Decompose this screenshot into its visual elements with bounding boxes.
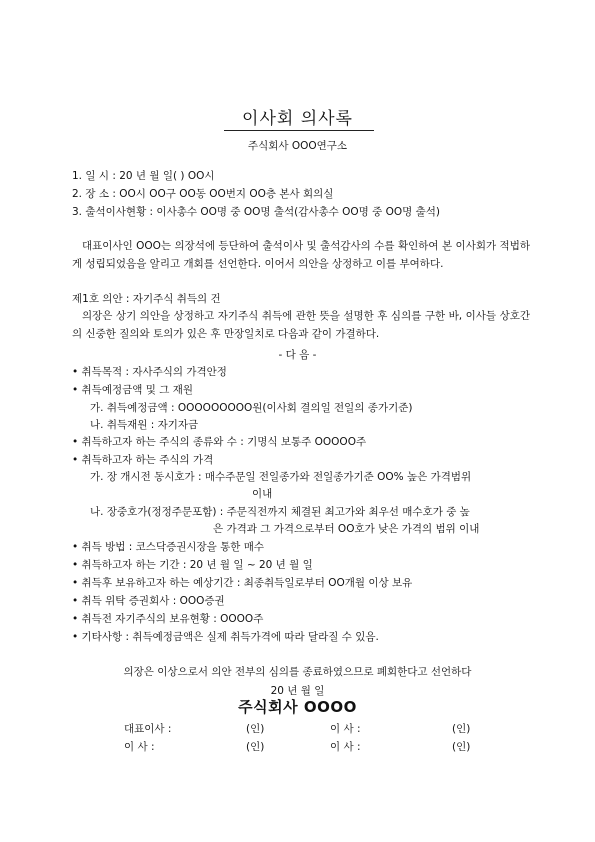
- signature-role: 이 사 :: [124, 741, 155, 753]
- list-item: • 취득예정금액 및 그 재원: [72, 384, 193, 396]
- meta-date: 1. 일 시 : 20 년 월 일( ) OO시: [72, 170, 215, 182]
- seal-mark: (인): [246, 723, 265, 735]
- seal-mark: (인): [452, 741, 471, 753]
- agenda-title: 제1호 의안 : 자기주식 취득의 건: [72, 293, 221, 305]
- meta-place: 2. 장 소 : OO시 OO구 OO동 OO번지 OO층 본사 회의실: [72, 188, 334, 200]
- signature-company: 주식회사 OOOO: [238, 698, 357, 716]
- document-title: 이사회 의사록: [242, 109, 353, 129]
- company-name: 주식회사 OOO연구소: [247, 140, 348, 152]
- closing-statement: 의장은 이상으로서 의안 전부의 심의를 종료하였으므로 폐회한다고 선언하다: [123, 666, 472, 678]
- list-item: • 취득 방법 : 코스닥증권시장을 통한 매수: [72, 541, 265, 553]
- list-item: • 취득하고자 하는 주식의 종류와 수 : 기명식 보통주 OOOOO주: [72, 436, 367, 448]
- seal-mark: (인): [246, 741, 265, 753]
- list-item: • 기타사항 : 취득예정금액은 실제 취득가격에 따라 달라질 수 있음.: [72, 631, 379, 643]
- seal-mark: (인): [452, 723, 471, 735]
- list-item: 가. 장 개시전 동시호가 : 매수주문일 전일종가와 전일종가기준 OO% 높은 가격범위: [90, 471, 472, 483]
- list-item: 나. 취득재원 : 자기자금: [90, 419, 199, 431]
- list-item: • 취득 위탁 증권회사 : OOO증권: [72, 595, 225, 607]
- list-item: 이내: [252, 488, 273, 500]
- next-marker: - 다 음 -: [278, 349, 317, 361]
- list-item: • 취득후 보유하고자 하는 예상기간 : 최종취득일로부터 OO개월 이상 보유: [72, 577, 413, 589]
- list-item: • 취득목적 : 자사주식의 가격안정: [72, 366, 227, 378]
- date-line: 20 년 월 일: [270, 685, 325, 697]
- list-item: 나. 장중호가(정정주문포함) : 주문직전까지 체결된 최고가와 최우선 매수호가 중 높: [90, 506, 470, 518]
- signature-role: 이 사 :: [330, 741, 361, 753]
- list-item: • 취득전 자기주식의 보유현황 : OOOO주: [72, 613, 264, 625]
- list-item: 가. 취득예정금액 : OOOOOOOOO원(이사회 결의일 전일의 종가기준): [90, 402, 413, 414]
- signature-role: 이 사 :: [330, 723, 361, 735]
- title-underline: [224, 130, 374, 131]
- intro-paragraph: 대표이사인 OOO는 의장석에 등단하여 출석이사 및 출석감사의 수를 확인하여 본 이사회가 적법하게 성립되었음을 알리고 개회를 선언한다. 이어서 의안을 상정하고 이를 부여하다.: [72, 240, 530, 270]
- list-item: 은 가격과 그 가격으로부터 OO호가 낮은 가격의 범위 이내: [213, 523, 480, 535]
- list-item: • 취득하고자 하는 기간 : 20 년 월 일 ~ 20 년 월 일: [72, 559, 313, 571]
- meta-attendance: 3. 출석이사현황 : 이사총수 OO명 중 OO명 출석(감사총수 OO명 중 OO명 출석): [72, 206, 441, 218]
- list-item: • 취득하고자 하는 주식의 가격: [72, 454, 214, 466]
- signature-role: 대표이사 :: [124, 723, 172, 735]
- agenda-body: 의장은 상기 의안을 상정하고 자기주식 취득에 관한 뜻을 설명한 후 심의를 구한 바, 이사들 상호간의 신중한 질의와 토의가 있은 후 만장일치로 다음과 같이 가결하다.: [72, 310, 530, 340]
